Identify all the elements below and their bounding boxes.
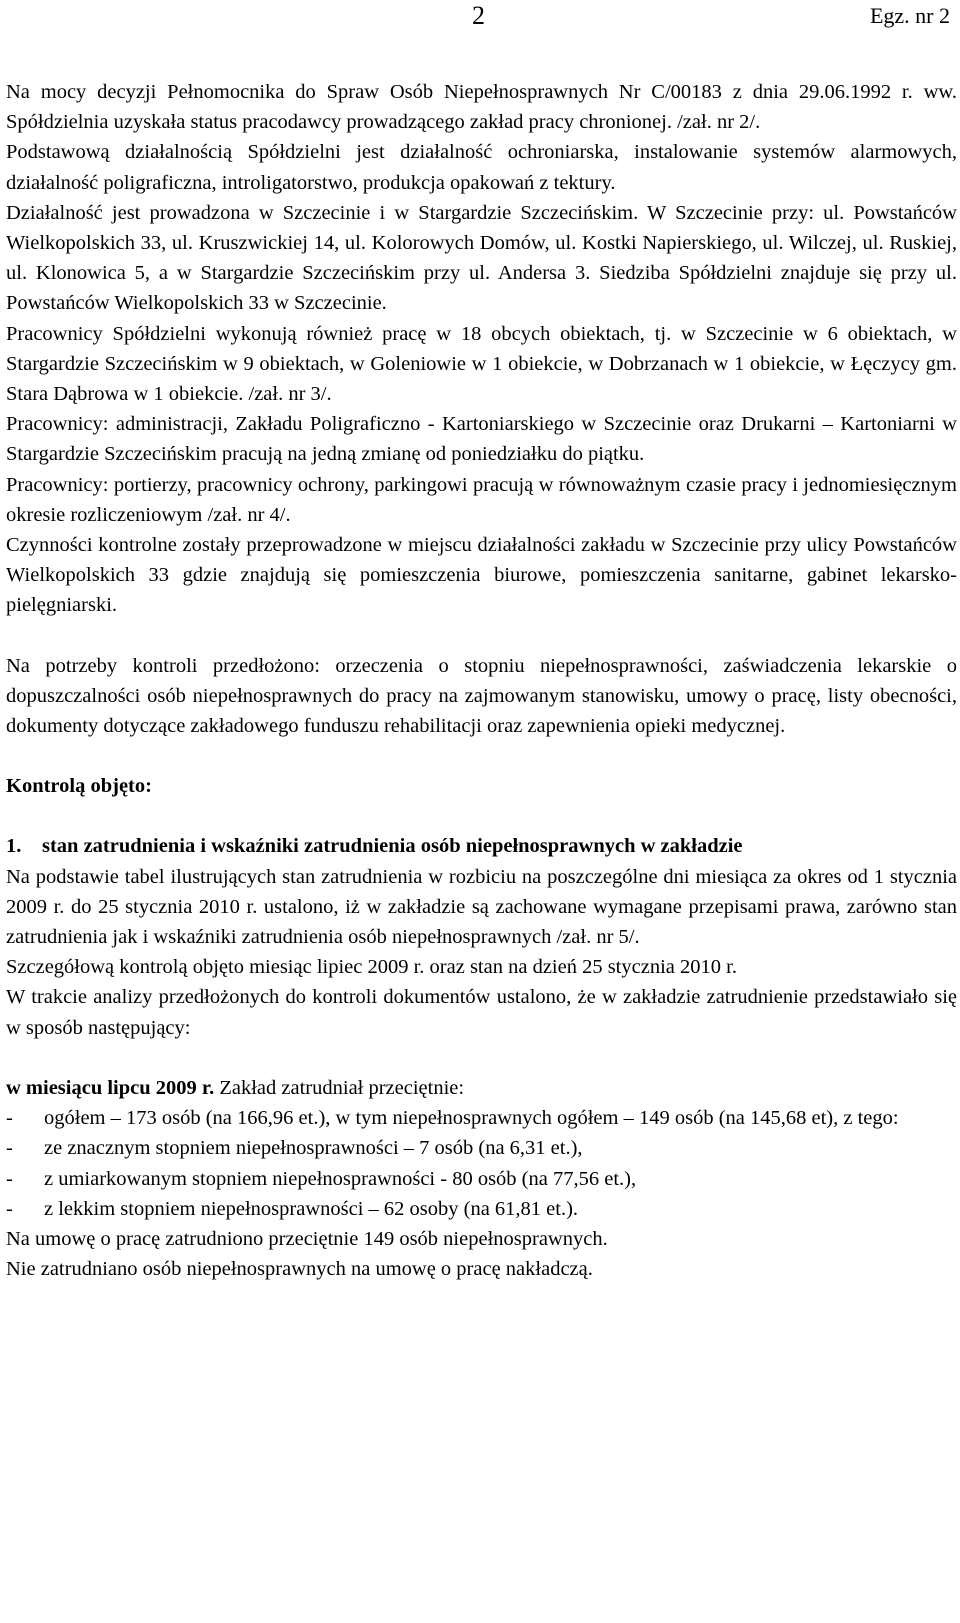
paragraph-analysis: W trakcie analizy przedłożonych do kontroli dokumentów ustalono, że w zakładzie zatrudnienie przedstawiało się w sposób następujący: — [6, 986, 957, 1039]
list-marker: - — [6, 1167, 13, 1190]
page-number: 2 — [472, 1, 485, 30]
list-item — [6, 1103, 957, 1133]
employment-list — [6, 1103, 957, 1224]
spacer — [6, 741, 957, 771]
copy-label: Egz. nr 2 — [869, 3, 950, 28]
paragraph-outwork: Nie zatrudniano osób niepełnosprawnych na umowę o pracę nakładczą. — [6, 1258, 593, 1281]
list-item-text: z umiarkowanym stopniem niepełnosprawności - 80 osób (na 77,56 et.), — [44, 1167, 637, 1190]
paragraph-july — [6, 1073, 957, 1103]
list-item-text: ze znacznym stopniem niepełnosprawności – 7 osób (na 6,31 et.), — [44, 1137, 583, 1160]
list-item — [6, 1194, 957, 1224]
paragraph-work-shifts: Pracownicy: administracji, Zakładu Poligraficzno - Kartoniarskiego w Szczecinie oraz Drukarni – Kartoniarni w Stargardzie Szczecińskim pracują na jedną zmianę od poniedziałku do piątku. — [6, 413, 957, 466]
list-item-text: z lekkim stopniem niepełnosprawności – 62 osoby (na 61,81 et.). — [44, 1197, 579, 1220]
paragraph-inspection-place: Czynności kontrolne zostały przeprowadzone w miejscu działalności zakładu w Szczecinie przy ulicy Powstańców Wielkopolskich 33 gdzie znajdują się pomieszczenia biurowe, pomieszczenia sanitarne, gabinet lekarsko-pielęgniarski. — [6, 534, 957, 617]
july-text: Zakład zatrudniał przeciętnie: — [214, 1076, 465, 1099]
july-label: w miesiącu lipcu 2009 r. — [6, 1076, 215, 1099]
list-marker: - — [6, 1137, 13, 1160]
scope-heading: Kontrolą objęto: — [6, 775, 152, 798]
paragraph-submitted-documents: Na potrzeby kontroli przedłożono: orzeczenia o stopniu niepełnosprawności, zaświadczenia lekarskie o dopuszczalności osób niepełnosprawnych do pracy na zajmowanym stanowisku, umowy o pracę, listy obecności, dokumenty dotyczące zakładowego funduszu rehabilitacji oraz zapewnienia opieki medycznej. — [6, 654, 957, 738]
paragraph-contract-employment: Na umowę o pracę zatrudniono przeciętnie 149 osób niepełnosprawnych. — [6, 1227, 608, 1250]
list-item — [6, 1164, 957, 1194]
spacer — [6, 1043, 957, 1073]
spacer — [6, 801, 957, 831]
spacer — [6, 621, 957, 651]
paragraph-external-sites: Pracownicy Spółdzielni wykonują również pracę w 18 obcych obiektach, tj. w Szczecinie w 6 obiektach, w Stargardzie Szczecińskim w 9 obiektach, w Goleniowie w 1 obiekcie, w Dobrzanach w 1 obiekcie, w Łęczycy gm. Stara Dąbrowa w 1 obiekcie. /zał. nr 3/. — [6, 322, 957, 406]
list-item — [6, 1133, 957, 1163]
section-number: 1. — [6, 835, 22, 858]
paragraph-activity: Podstawową działalnością Spółdzielni jest działalność ochroniarska, instalowanie systemów alarmowych, działalność poligraficzna, introligatorstwo, produkcja opakowań z tektury. — [6, 141, 957, 194]
paragraph-detailed-scope: Szczegółową kontrolą objęto miesiąc lipiec 2009 r. oraz stan na dzień 25 stycznia 2010 r. — [6, 956, 737, 979]
paragraph-locations: Działalność jest prowadzona w Szczecinie i w Stargardzie Szczecińskim. W Szczecinie przy: ul. Powstańców Wielkopolskich 33, ul. Kruszwickiej 14, ul. Kolorowych Domów, ul. Kostki Napierskiego, ul. Wilczej, ul. Ruskiej, ul. Klonowica 5, a w Stargardzie Szczecińskim przy ul. Andersa 3. Siedziba Spółdzielni znajduje się przy ul. Powstańców Wielkopolskich 33 w Szczecinie. — [6, 201, 957, 315]
section-title: stan zatrudnienia i wskaźniki zatrudnienia osób niepełnosprawnych w zakładzie — [42, 835, 743, 858]
list-marker: - — [6, 1197, 13, 1220]
paragraph-decision: Na mocy decyzji Pełnomocnika do Spraw Osób Niepełnosprawnych Nr C/00183 z dnia 29.06.1992 r. ww. Spółdzielnia uzyskała status pracodawcy prowadzącego zakład pracy chronionej. /zał. nr 2/. — [6, 81, 957, 134]
section-heading — [6, 831, 904, 861]
paragraph-working-time: Pracownicy: portierzy, pracownicy ochrony, parkingowi pracują w równoważnym czasie pracy i jednomiesięcznym okresie rozliczeniowym /zał. nr 4/. — [6, 473, 957, 526]
document-body — [6, 77, 957, 1284]
list-marker: - — [6, 1107, 13, 1130]
paragraph-employment-tables: Na podstawie tabel ilustrujących stan zatrudnienia w rozbiciu na poszczególne dni miesiąca za okres od 1 stycznia 2009 r. do 25 stycznia 2010 r. ustalono, iż w zakładzie są zachowane wymagane przepisami prawa, zarówno stan zatrudnienia jak i wskaźniki zatrudnienia osób niepełnosprawnych /zał. nr 5/. — [6, 865, 957, 949]
list-item-text: ogółem – 173 osób (na 166,96 et.), w tym niepełnosprawnych ogółem – 149 osób (na 145,68 et), z tego: — [44, 1107, 899, 1130]
